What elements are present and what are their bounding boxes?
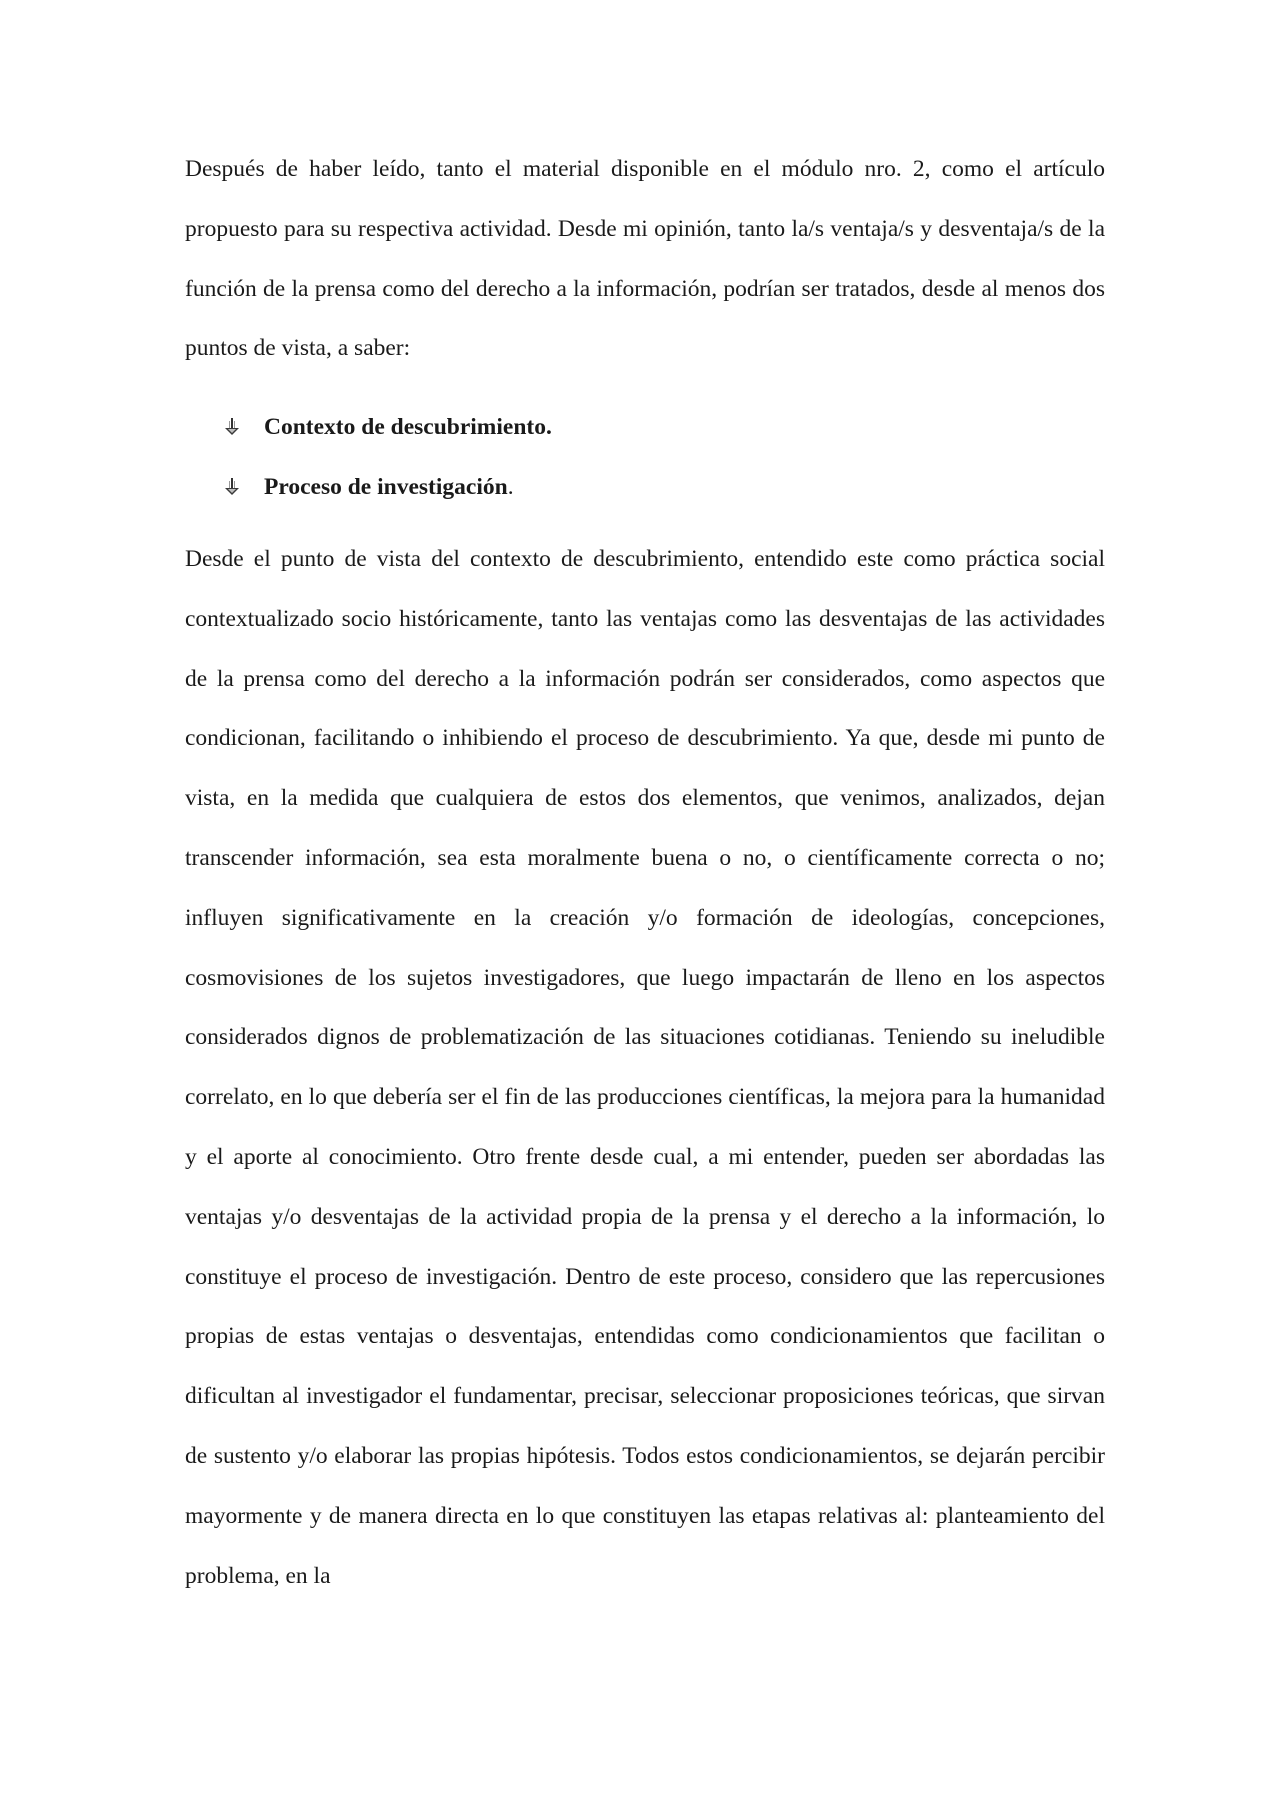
bullet-bold-text: Contexto de descubrimiento. — [264, 414, 552, 440]
down-arrow-bullet-icon — [225, 418, 239, 436]
main-paragraph: Desde el punto de vista del contexto de descubrimiento, entendido este como práctica social contextualizado socio históricamente, tanto las ventajas como las desventajas de las actividades de la prensa como del derecho a la información podrán ser considerados, como aspectos que condicionan, facilitando o inhibiendo el proceso de descubrimiento. Ya que, desde mi punto de vista, en la medida que cualquiera de estos dos elementos, que venimos, analizados, dejan transcender información, sea esta moralmente buena o no, o científicamente correcta o no; influyen significativamente en la creación y/o formación de ideologías, concepciones, cosmovisiones de los sujetos investigadores, que luego impactarán de lleno en los aspectos considerados dignos de problematización de las situaciones cotidianas. Teniendo su ineludible correlato, en lo que debería ser el fin de las producciones científicas, la mejora para la humanidad y el aporte al conocimiento. Otro frente desde cual, a mi entender, pueden ser abordadas las ventajas y/o desventajas de la actividad propia de la prensa y el derecho a la información, lo constituye el proceso de investigación. Dentro de este proceso, considero que las repercusiones propias de estas ventajas o desventajas, entendidas como condicionamientos que facilitan o dificultan al investigador el fundamentar, precisar, seleccionar proposiciones teóricas, que sirvan de sustento y/o elaborar las propias hipótesis. Todos estos condicionamientos, se dejarán percibir mayormente y de manera directa en lo que constituyen las etapas relativas al: planteamiento del problema, en la — [185, 546, 1105, 1589]
bullet-item-contexto — [185, 398, 1105, 458]
down-arrow-bullet-icon — [225, 478, 239, 496]
bullet-item-proceso — [185, 458, 1105, 518]
intro-paragraph: Después de haber leído, tanto el material disponible en el módulo nro. 2, como el artículo propuesto para su respectiva actividad. Desde mi opinión, tanto la/s ventaja/s y desventaja/s de la función de la prensa como del derecho a la información, podrían ser tratados, desde al menos dos puntos de vista, a saber: — [185, 156, 1105, 362]
bullet-list — [185, 398, 1105, 518]
bullet-trailing-text: . — [507, 473, 514, 500]
bullet-bold-text: Proceso de investigación — [264, 473, 508, 500]
